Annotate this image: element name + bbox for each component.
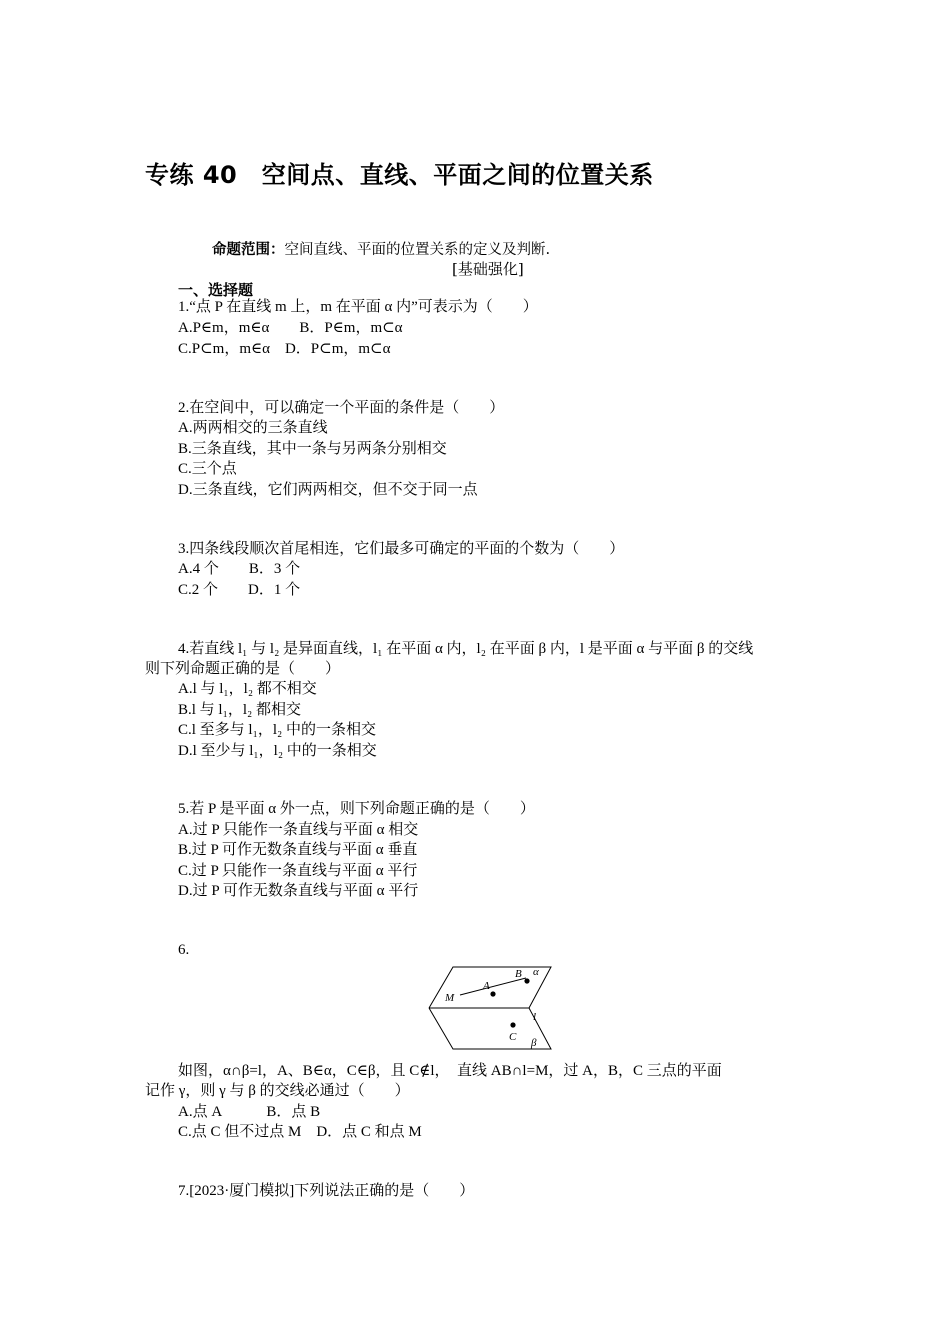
page-title: 专练 40 空间点、直线、平面之间的位置关系 xyxy=(145,161,654,189)
question-2-option: A.两两相交的三条直线 xyxy=(178,420,328,436)
point-a xyxy=(490,991,495,996)
question-6-option-row: C.点 C 但不过点 M D．点 C 和点 M xyxy=(178,1124,422,1140)
question-2-option: D.三条直线，它们两两相交，但不交于同一点 xyxy=(178,482,478,498)
question-6-stem-cont: 记作 γ，则 γ 与 β 的交线必通过（ ） xyxy=(145,1083,410,1099)
question-7-stem: 7.[2023·厦门模拟]下列说法正确的是（ ） xyxy=(178,1183,475,1199)
question-2-stem: 2.在空间中，可以确定一个平面的条件是（ ） xyxy=(178,400,505,416)
section-heading: 一、选择题 xyxy=(178,281,254,299)
label-m: M xyxy=(445,992,455,1004)
planes-figure xyxy=(426,962,556,1054)
question-4-option: A.l 与 l₁，l₂ 都不相交 xyxy=(178,681,317,697)
question-4-stem: 4.若直线 l₁ 与 l₂ 是异面直线，l₁ 在平面 α 内，l₂ 在平面 β 内，l 是平面 α 与平面 β 的交线 xyxy=(178,641,754,657)
question-2-option: C.三个点 xyxy=(178,461,237,477)
topic-scope-label: 命题范围： xyxy=(212,242,285,258)
question-3-option-row: A.4 个 B．3 个 xyxy=(178,561,301,577)
point-b xyxy=(524,978,529,983)
label-c: C xyxy=(509,1031,517,1043)
question-3-option-row: C.2 个 D．1 个 xyxy=(178,582,301,598)
label-alpha: α xyxy=(533,966,539,978)
label-beta: β xyxy=(531,1037,537,1049)
topic-scope xyxy=(212,238,550,259)
question-4-option: D.l 至少与 l₁，l₂ 中的一条相交 xyxy=(178,743,377,759)
question-1-stem: 1.“点 P 在直线 m 上，m 在平面 α 内”可表示为（ ） xyxy=(178,299,538,315)
point-c xyxy=(510,1022,515,1027)
question-6-option-row: A.点 A B．点 B xyxy=(178,1104,321,1120)
section-note: [基础强化] xyxy=(452,260,524,278)
question-5-option: B.过 P 可作无数条直线与平面 α 垂直 xyxy=(178,842,418,858)
question-1-option-row: C.P⊂m，m∈α D．P⊂m，m⊂α xyxy=(178,341,391,357)
question-1-option-row: A.P∈m，m∈α B．P∈m，m⊂α xyxy=(178,320,403,336)
label-a: A xyxy=(483,980,490,992)
question-4-stem-cont: 则下列命题正确的是（ ） xyxy=(145,661,341,677)
question-5-option: A.过 P 只能作一条直线与平面 α 相交 xyxy=(178,822,419,838)
topic-scope-text: 空间直线、平面的位置关系的定义及判断. xyxy=(284,242,551,258)
question-5-option: C.过 P 只能作一条直线与平面 α 平行 xyxy=(178,863,418,879)
question-3-stem: 3.四条线段顺次首尾相连，它们最多可确定的平面的个数为（ ） xyxy=(178,541,625,557)
question-5-option: D.过 P 可作无数条直线与平面 α 平行 xyxy=(178,883,419,899)
question-2-option: B.三条直线，其中一条与另两条分别相交 xyxy=(178,441,447,457)
label-b: B xyxy=(515,968,522,980)
question-4-option: C.l 至多与 l₁，l₂ 中的一条相交 xyxy=(178,722,376,738)
question-6-stem: 如图，α∩β=l，A、B∈α，C∈β，且 C∉l， 直线 AB∩l=M，过 A，B，C 三点的平面 xyxy=(178,1063,722,1079)
question-5-stem: 5.若 P 是平面 α 外一点，则下列命题正确的是（ ） xyxy=(178,801,535,817)
label-l: l xyxy=(533,1011,537,1023)
question-4-option: B.l 与 l₁，l₂ 都相交 xyxy=(178,702,301,718)
question-6-number: 6. xyxy=(178,942,190,958)
